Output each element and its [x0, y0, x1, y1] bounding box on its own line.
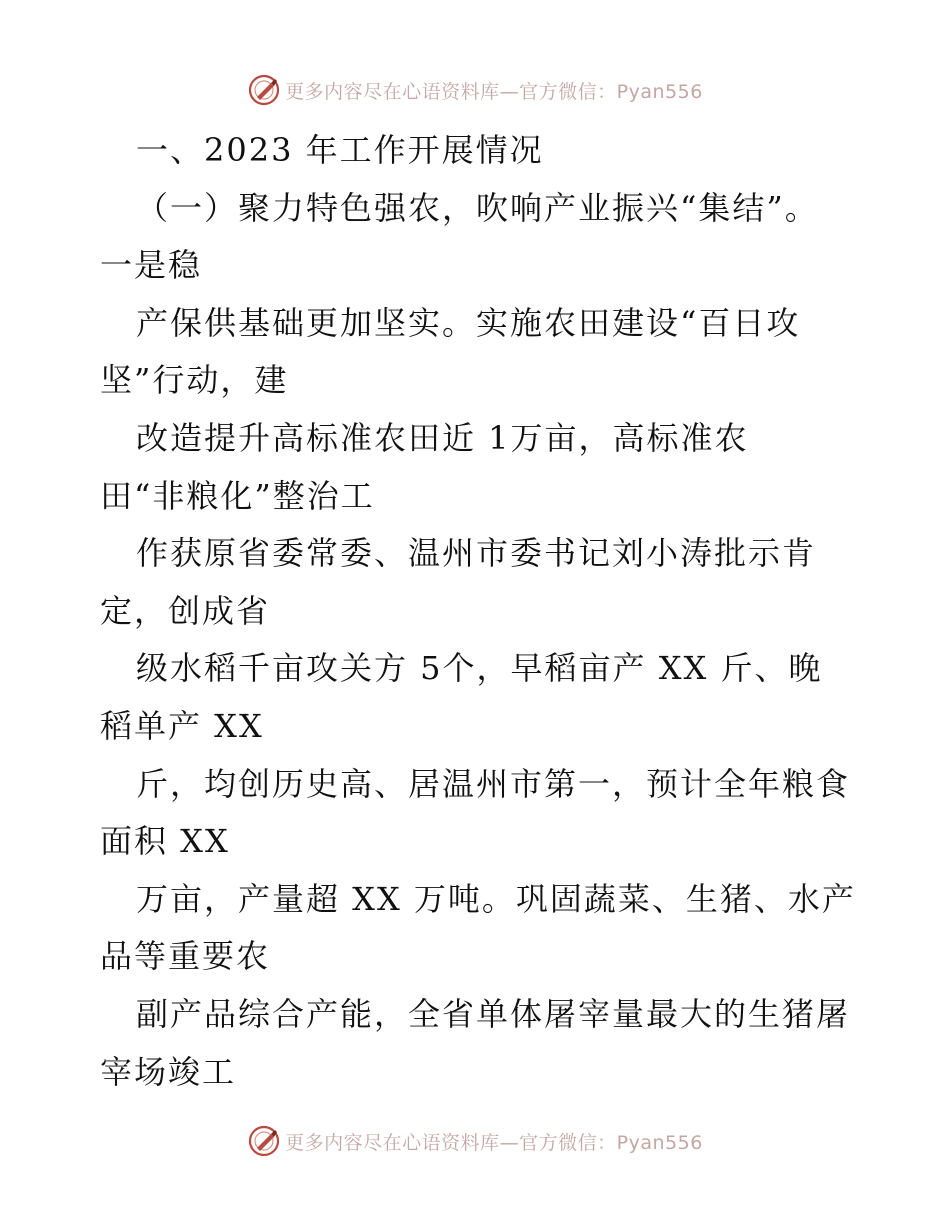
watermark-header	[0, 70, 950, 110]
document-line: 品等重要农	[100, 937, 271, 976]
watermark-footer	[0, 1121, 950, 1161]
document-line: 斤，均创历史高、居温州市第一，预计全年粮食	[136, 764, 851, 803]
document-line: 稻单产 XX	[100, 706, 264, 745]
document-line: 田“非粮化”整治工	[100, 476, 375, 515]
document-line: 定，创成省	[100, 591, 271, 630]
document-line: （一）聚力特色强农，吹响产业振兴“集结”。	[136, 188, 819, 227]
document-line: 作获原省委常委、温州市委书记刘小涛批示肯	[136, 534, 817, 573]
document-line: 面积 XX	[100, 822, 230, 861]
document-body	[100, 122, 860, 1101]
brand-logo-icon	[247, 73, 281, 107]
document-line: 改造提升高标准农田近 1万亩，高标准农	[136, 418, 749, 457]
watermark-text: 更多内容尽在心语资料库—官方微信：Pyan556	[285, 1131, 703, 1154]
document-line: 一是稳	[100, 246, 203, 285]
watermark-text: 更多内容尽在心语资料库—官方微信：Pyan556	[285, 80, 703, 103]
document-line: 产保供基础更加坚实。实施农田建设“百日攻	[136, 303, 801, 342]
document-line: 宰场竣工	[100, 1052, 237, 1091]
document-line: 一、2023 年工作开展情况	[136, 131, 544, 169]
document-line: 副产品综合产能，全省单体屠宰量最大的生猪屠	[136, 994, 851, 1033]
document-line: 级水稻千亩攻关方 5个，早稻亩产 XX 斤、晚	[136, 649, 823, 688]
document-line: 坚”行动，建	[100, 361, 289, 400]
document-line: 万亩，产量超 XX 万吨。巩固蔬菜、生猪、水产	[136, 879, 856, 918]
brand-logo-icon	[247, 1124, 281, 1158]
